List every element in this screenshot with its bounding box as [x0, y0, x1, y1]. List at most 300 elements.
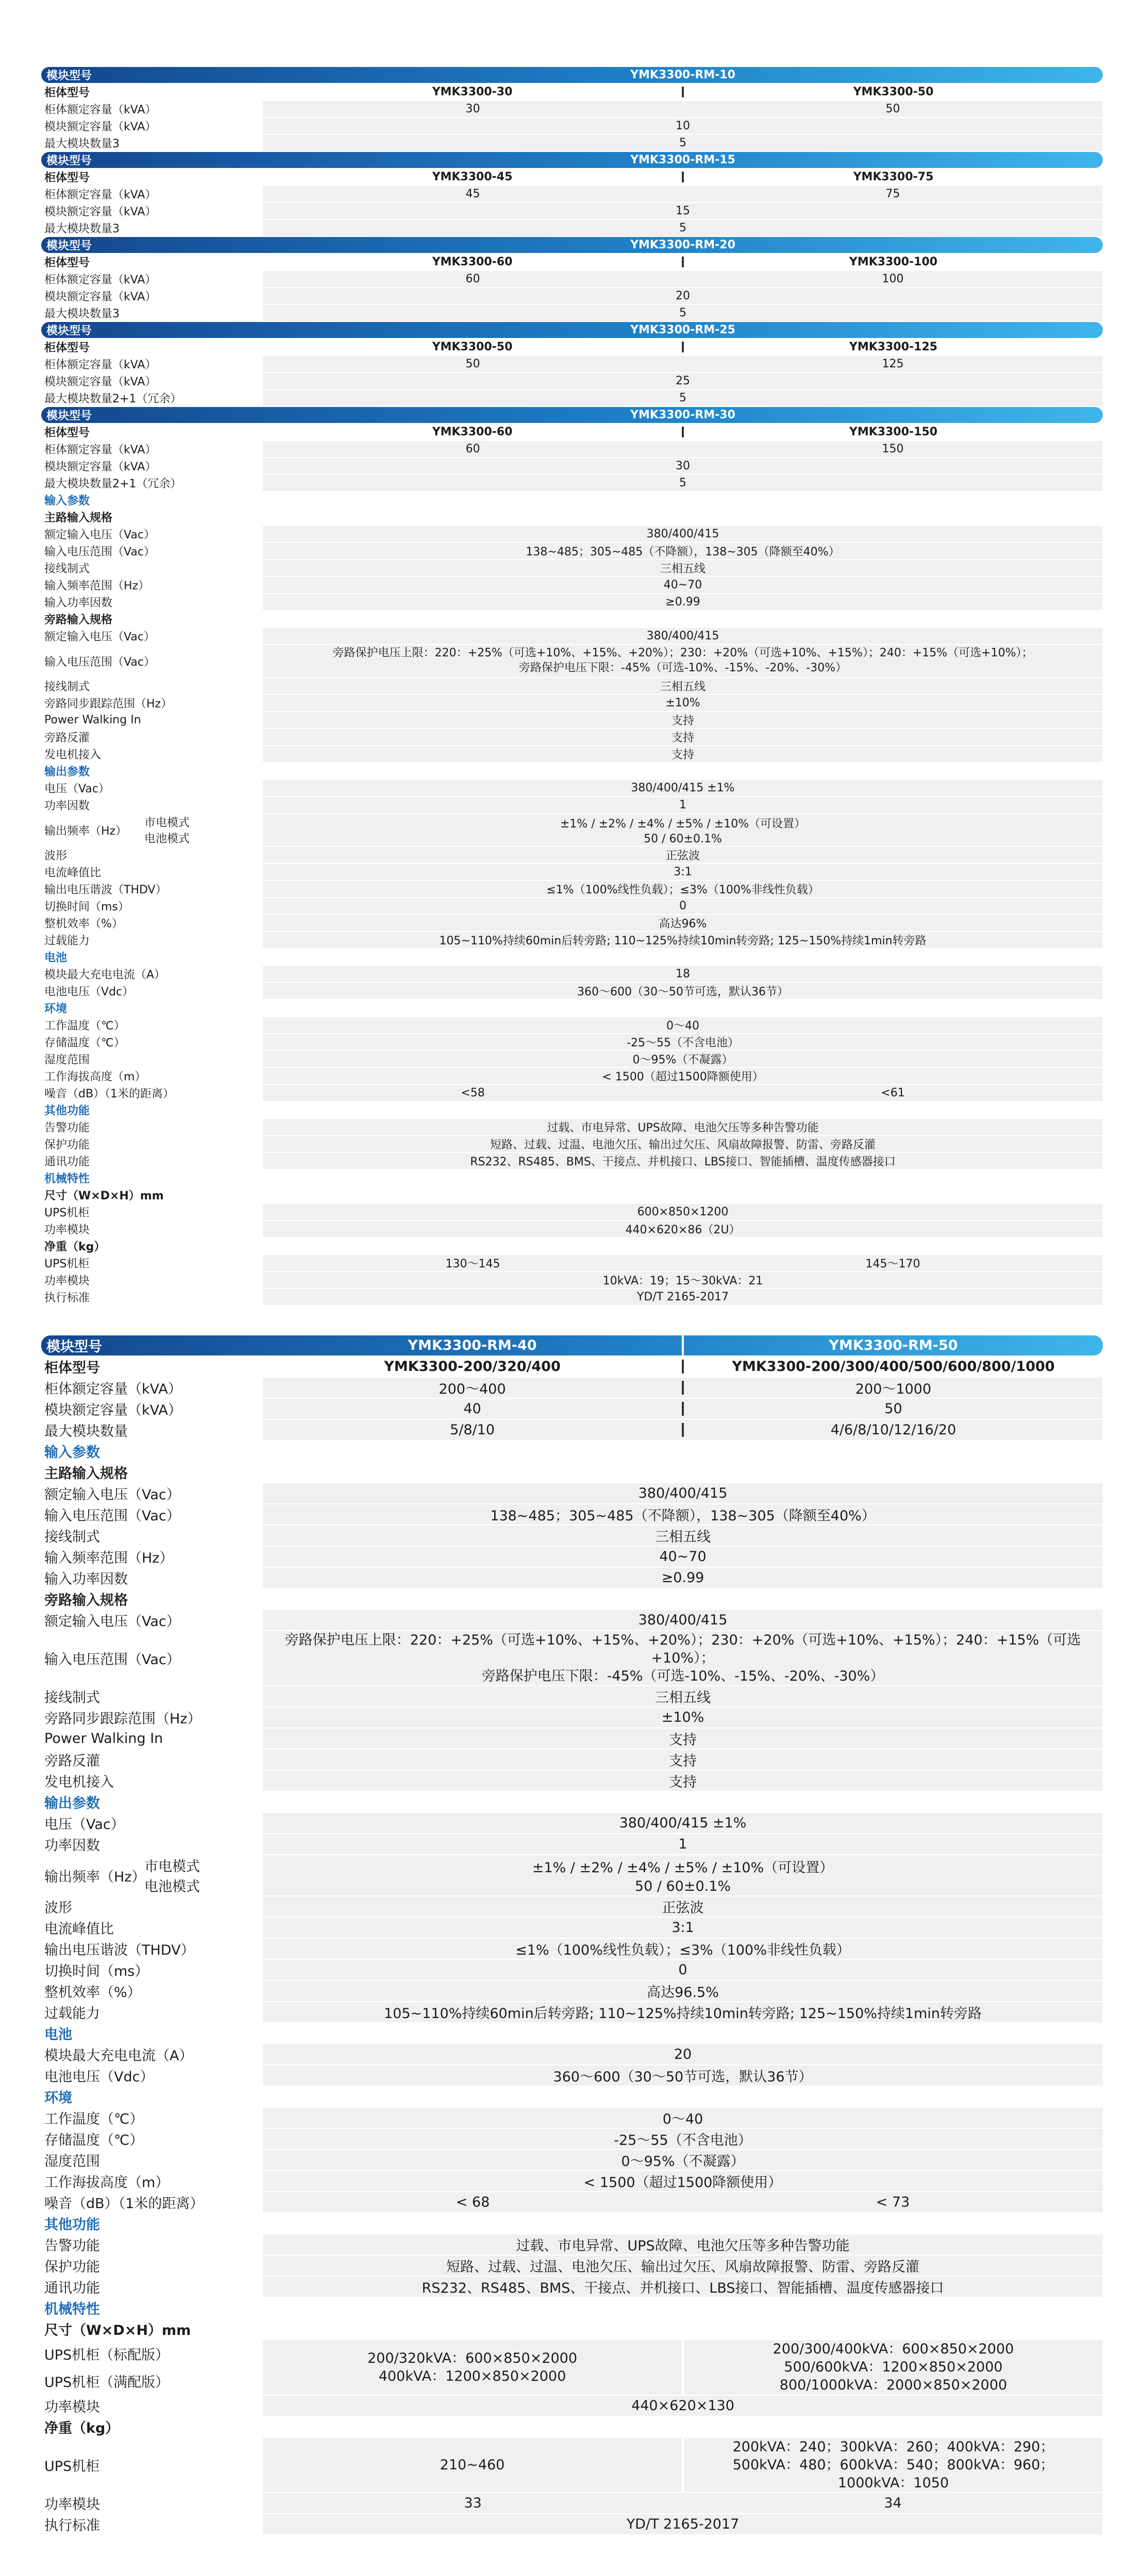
- value-cell: 1: [678, 1836, 687, 1853]
- subsection-bypass-input: [41, 1589, 1103, 1609]
- value-cell: 过载、市电异常、UPS故障、电池欠压等多种告警功能: [516, 2238, 850, 2255]
- row-label: 发电机接入: [44, 1774, 114, 1791]
- waveform-row: [41, 847, 1103, 863]
- row-values: [263, 898, 1103, 914]
- row-label: 柜体型号: [44, 427, 90, 439]
- row-label: 尺寸（W×D×H）mm: [44, 2323, 191, 2339]
- row-label: 主路输入规格: [44, 512, 113, 524]
- row-values: [263, 2150, 1103, 2170]
- value-cell: 360～600（30～50节可选，默认36节）: [553, 2069, 813, 2086]
- row-values: [263, 1981, 1103, 2001]
- bp-rated-voltage-row: [41, 1610, 1103, 1630]
- value-cell: 支持: [669, 1774, 697, 1791]
- row-label: 工作温度（℃）: [44, 1020, 125, 1032]
- row-values: [263, 203, 1103, 219]
- value-line-1: 旁路保护电压上限：220：+25%（可选+10%、+15%、+20%）；230：+20%（可选+10%、+15%）；240：+15%（可选+10%）；: [284, 1632, 1081, 1667]
- value-cell-right: 125: [882, 358, 904, 370]
- row-values: [263, 339, 1103, 355]
- mod-capacity-row: [41, 1399, 1103, 1419]
- row-label: 模块额定容量（kVA）: [44, 291, 157, 303]
- charge-current-row: [41, 966, 1103, 982]
- row-label: 旁路输入规格: [44, 1592, 128, 1608]
- row-values: [263, 1085, 1103, 1101]
- row-values: [263, 424, 1103, 440]
- model-right: YMK3300-50: [853, 86, 934, 98]
- row-label: 旁路反灌: [44, 1753, 100, 1770]
- row-label: 净重（kg）: [44, 2420, 120, 2436]
- row-values: [263, 135, 1103, 151]
- row-values: [263, 983, 1103, 999]
- store-temp-row: [41, 2129, 1103, 2149]
- value-cell: 380/400/415: [638, 1485, 728, 1501]
- value-cell: < 1500（超过1500降额使用）: [583, 2175, 782, 2191]
- wiring-row: [41, 560, 1103, 576]
- model-left: YMK3300-60: [432, 426, 513, 438]
- value-cell: 40~70: [663, 579, 702, 591]
- row-values: [263, 1918, 1103, 1938]
- row-label: 输入功率因数: [44, 1571, 128, 1587]
- out-voltage-row: [41, 780, 1103, 796]
- row-values: [263, 2396, 1103, 2416]
- frequency-mode-labels: [144, 814, 227, 846]
- subsection-weight: [41, 1238, 1103, 1254]
- value-cell: 30: [676, 460, 690, 472]
- row-label: 电流峰值比: [44, 867, 102, 879]
- row-label: 输出参数: [44, 1795, 100, 1812]
- module-size-row: [41, 2396, 1103, 2416]
- value-cell-right: <61: [881, 1087, 905, 1099]
- bp-rated-voltage-row: [41, 628, 1103, 644]
- row-label: 通讯功能: [44, 2280, 100, 2297]
- section-mechanical: [41, 2298, 1103, 2318]
- value-cell: 360～600（30～50节可选，默认36节）: [577, 986, 788, 998]
- row-values: [263, 2192, 1103, 2212]
- row-label: 保护功能: [44, 2259, 100, 2276]
- thdv-row: [41, 1939, 1103, 1959]
- spec-row: [41, 118, 1103, 134]
- walking-row: [41, 712, 1103, 728]
- row-label: 旁路同步跟踪范围（Hz）: [44, 1711, 201, 1727]
- value-cell: 支持: [671, 732, 694, 744]
- module-header-row: [41, 407, 1103, 423]
- pf-row: [41, 1568, 1103, 1588]
- voltage-range-row: [41, 1504, 1103, 1524]
- row-label: 额定输入电压（Vac）: [44, 1614, 180, 1630]
- cabinet-model-row: [41, 1357, 1103, 1377]
- value-cell: RS232、RS485、BMS、干接点、并机接口、LBS接口、智能插槽、温度传感器接口: [470, 1156, 896, 1168]
- row-values: [263, 1547, 1103, 1567]
- mode-label-battery: 电池模式: [144, 833, 190, 845]
- section-output: [41, 763, 1103, 779]
- model-right: YMK3300-75: [853, 171, 934, 183]
- cabinet-model-row: [41, 254, 1103, 270]
- alarm-row: [41, 1119, 1103, 1135]
- row-values: [263, 1750, 1103, 1770]
- row-values: [263, 1813, 1103, 1833]
- section-input: [41, 1441, 1103, 1461]
- section-other: [41, 2213, 1103, 2233]
- protection-row: [41, 2256, 1103, 2276]
- row-values: [263, 1272, 1103, 1288]
- model-right: YMK3300-100: [849, 256, 938, 268]
- spec-table-rm10-30: [41, 67, 1103, 1305]
- value-cell: 440×620×130: [631, 2397, 734, 2414]
- value-cell: 支持: [669, 1753, 697, 1770]
- row-values: [263, 2277, 1103, 2297]
- value-cell-right: 145～170: [865, 1258, 920, 1270]
- size-line: 200/300/400kVA：600×850×2000: [772, 2341, 1014, 2358]
- output-frequency-row: [41, 814, 1103, 846]
- row-values: [263, 1221, 1103, 1237]
- value-cell: 380/400/415: [646, 630, 719, 642]
- row-label: 模块额定容量（kVA）: [44, 206, 157, 218]
- module-weight-row: [41, 2493, 1103, 2513]
- efficiency-row: [41, 1981, 1103, 2001]
- value-line-1: 旁路保护电压上限：220：+25%（可选+10%、+15%、+20%）；230：+20%（可选+10%、+15%）；240：+15%（可选+10%）；: [332, 647, 1033, 660]
- row-values: [263, 441, 1103, 457]
- value-cell: ≤1%（100%线性负载）；≤3%（100%非线性负载）: [515, 1942, 850, 1959]
- noise-row: [41, 2192, 1103, 2212]
- row-values: [263, 847, 1103, 863]
- row-label: 柜体型号: [44, 342, 90, 354]
- row-values: [263, 84, 1103, 100]
- model-left: YMK3300-200/320/400: [384, 1359, 561, 1375]
- row-label: 模块额定容量（kVA）: [44, 376, 157, 388]
- section-output: [41, 1792, 1103, 1812]
- row-label: 模块型号: [46, 1339, 102, 1355]
- frequency-mode-labels: [144, 1855, 227, 1895]
- spec-table-rm40-50: [41, 1335, 1103, 2534]
- row-label: 额定输入电压（Vac）: [44, 1487, 180, 1503]
- backfeed-row: [41, 729, 1103, 745]
- ups-size-left: [263, 2349, 682, 2385]
- value-cell: 105~110%持续60min后转旁路; 110~125%持续10min转旁路; 125~150%持续1min转旁路: [383, 2006, 982, 2022]
- row-values: [263, 1526, 1103, 1546]
- row-label: 柜体额定容量（kVA）: [44, 359, 157, 371]
- value-cell: 440×620×86（2U）: [625, 1224, 741, 1236]
- size-line: 800/1000kVA：2000×850×2000: [779, 2377, 1007, 2394]
- value-cell: 380/400/415: [646, 528, 719, 540]
- row-label: 湿度范围: [44, 2154, 100, 2170]
- spec-row: [41, 220, 1103, 236]
- row-values: [263, 1568, 1103, 1588]
- row-label: 模块额定容量（kVA）: [44, 121, 157, 133]
- charge-current-row: [41, 2044, 1103, 2064]
- battery-voltage-row: [41, 983, 1103, 999]
- row-values: [263, 678, 1103, 694]
- pf-row: [41, 594, 1103, 610]
- row-label: 最大模块数量3: [44, 308, 120, 320]
- row-values: [263, 2256, 1103, 2276]
- value-cell: 三相五线: [655, 1690, 711, 1706]
- row-label: 功率因数: [44, 800, 90, 812]
- row-label: 模块型号: [46, 325, 92, 337]
- row-label: 输出参数: [44, 766, 90, 778]
- row-values: [263, 2438, 1103, 2492]
- row-label: 告警功能: [44, 2238, 100, 2255]
- weight-line: 500kVA：480；600kVA：540；800kVA：960；: [732, 2456, 1054, 2473]
- row-values: [263, 2514, 1103, 2534]
- value-cell: 支持: [671, 749, 694, 761]
- row-values: [263, 1399, 1103, 1419]
- row-values: [263, 458, 1103, 474]
- value-cell-left: 130～145: [445, 1258, 500, 1270]
- row-label: 过载能力: [44, 935, 90, 947]
- row-label: 主路输入规格: [44, 1466, 128, 1482]
- row-values: [263, 1335, 1103, 1355]
- switch-time-row: [41, 1960, 1103, 1980]
- module-header-row: [41, 67, 1103, 83]
- model-right: YMK3300-200/300/400/500/600/800/1000: [732, 1359, 1055, 1375]
- row-values: [263, 1153, 1103, 1169]
- value-cell: -25～55（不含电池）: [614, 2132, 752, 2149]
- row-label: 最大模块数量2+1（冗余）: [44, 478, 182, 490]
- value-cell-left: 33: [464, 2495, 482, 2511]
- spec-row: [41, 135, 1103, 151]
- value-cell-left: 200～400: [439, 1381, 506, 1397]
- value-cell: 0～95%（不凝露）: [621, 2154, 745, 2170]
- spec-row: [41, 288, 1103, 304]
- row-label: 柜体额定容量（kVA）: [44, 274, 157, 286]
- value-cell: YD/T 2165-2017: [626, 2516, 740, 2532]
- row-values: [263, 152, 1103, 168]
- value-cell: 0～40: [662, 2111, 703, 2128]
- module-series-title-right: YMK3300-RM-50: [829, 1337, 958, 1353]
- model-left: YMK3300-30: [432, 86, 513, 98]
- bp-voltage-range-row: [41, 1631, 1103, 1685]
- row-values: [263, 797, 1103, 813]
- protection-row: [41, 1136, 1103, 1152]
- row-label: 电流峰值比: [44, 1921, 114, 1938]
- value-cell-right: 50: [884, 1401, 902, 1417]
- value-cell: 高达96%: [659, 918, 707, 930]
- spec-row: [41, 475, 1103, 491]
- value-cell: 3:1: [674, 866, 692, 878]
- value-battery: 50 / 60±0.1%: [634, 1878, 731, 1895]
- row-label: 接线制式: [44, 563, 90, 575]
- module-size-row: [41, 1221, 1103, 1237]
- module-weight-row: [41, 1272, 1103, 1288]
- row-label: 告警功能: [44, 1122, 90, 1134]
- row-label: 模块最大充电电流（A）: [44, 2048, 193, 2064]
- cabinet-model-row: [41, 169, 1103, 185]
- row-values: [263, 1483, 1103, 1503]
- row-values: [263, 2065, 1103, 2086]
- thdv-row: [41, 881, 1103, 897]
- row-label: 柜体型号: [44, 172, 90, 184]
- section-environment: [41, 1000, 1103, 1016]
- row-label: 模块型号: [46, 240, 92, 252]
- subsection-weight: [41, 2417, 1103, 2437]
- value-cell: 1: [679, 799, 686, 811]
- value-cell: 40~70: [659, 1549, 707, 1565]
- waveform-row: [41, 1896, 1103, 1917]
- row-values: [263, 1204, 1103, 1220]
- row-label: 功率因数: [44, 1838, 100, 1854]
- row-label: 执行标准: [44, 1292, 90, 1304]
- out-pf-row: [41, 797, 1103, 813]
- row-label: 柜体型号: [44, 1360, 100, 1376]
- row-label: 模块额定容量（kVA）: [44, 1402, 182, 1418]
- ups-size-labels: [41, 2340, 222, 2394]
- value-cell-left: <58: [461, 1087, 485, 1099]
- value-cell-left: 45: [465, 188, 480, 200]
- value-cell-left: 60: [465, 273, 480, 285]
- row-label: Power Walking In: [44, 714, 141, 726]
- subsection-main-input: [41, 509, 1103, 525]
- value-cell: 10: [676, 120, 690, 132]
- value-cell: 三相五线: [660, 681, 706, 693]
- weight-line: 200kVA：240；300kVA：260；400kVA：290；: [732, 2438, 1054, 2455]
- weight-right: [684, 2438, 1103, 2492]
- row-label: 输入电压范围（Vac）: [44, 1508, 180, 1524]
- row-label: 输入参数: [44, 1445, 100, 1461]
- row-values: [263, 288, 1103, 304]
- cabinet-model-row: [41, 339, 1103, 355]
- row-label: 净重（kg）: [44, 1241, 106, 1253]
- row-label: 最大模块数量3: [44, 138, 120, 150]
- row-values: [263, 1255, 1103, 1271]
- section-battery: [41, 949, 1103, 965]
- ups-cabinet-size-row: [41, 2340, 1103, 2394]
- row-values: [263, 628, 1103, 644]
- value-cell-right: 4/6/8/10/12/16/20: [830, 1422, 956, 1438]
- row-label: 输入电压范围（Vac）: [44, 655, 155, 669]
- section-input: [41, 492, 1103, 508]
- row-values: [263, 2002, 1103, 2022]
- row-values: [263, 1939, 1103, 1959]
- value-cell: 18: [676, 968, 690, 980]
- value-cell: 3:1: [671, 1920, 694, 1936]
- size-line: 500/600kVA：1200×850×2000: [784, 2359, 1003, 2376]
- row-label: 存储温度（℃）: [44, 1037, 125, 1049]
- row-values: [263, 1119, 1103, 1135]
- row-values: [263, 881, 1103, 897]
- row-label: 其他功能: [44, 2217, 100, 2233]
- ups-cabinet-size-row: [41, 1204, 1103, 1220]
- value-cell-right: 100: [882, 273, 904, 285]
- bp-sync-row: [41, 1707, 1103, 1727]
- row-label: 工作海拔高度（m）: [44, 1071, 146, 1083]
- mode-label-mains: 市电模式: [144, 1859, 200, 1875]
- model-right: YMK3300-125: [849, 341, 938, 353]
- row-values: [263, 780, 1103, 796]
- weight-line: 1000kVA：1050: [837, 2475, 949, 2491]
- row-values: [263, 2493, 1103, 2513]
- row-label: 输出电压谐波（THDV）: [44, 884, 167, 896]
- size-line: 200/320kVA：600×850×2000: [367, 2350, 578, 2366]
- module-series-title-left: YMK3300-RM-40: [408, 1337, 537, 1353]
- row-label: 输入频率范围（Hz）: [44, 580, 150, 592]
- work-temp-row: [41, 1017, 1103, 1033]
- value-cell: -25～55（不含电池）: [627, 1037, 739, 1049]
- spec-row: [41, 390, 1103, 406]
- model-right: YMK3300-150: [849, 426, 938, 438]
- row-values: [263, 915, 1103, 931]
- value-cell: YD/T 2165-2017: [636, 1291, 729, 1303]
- row-label: 最大模块数量2+1（冗余）: [44, 393, 182, 405]
- value-cell: 三相五线: [660, 563, 706, 575]
- row-label: 环境: [44, 1003, 68, 1015]
- humidity-row: [41, 2150, 1103, 2170]
- value-cell: ≤1%（100%线性负载）；≤3%（100%非线性负载）: [546, 884, 819, 896]
- row-values: [263, 373, 1103, 389]
- weight-left: 210~460: [440, 2456, 505, 2473]
- row-values: [263, 2129, 1103, 2149]
- value-cell: ±10%: [661, 1709, 704, 1726]
- row-label: 工作海拔高度（m）: [44, 2175, 170, 2191]
- row-label: 输入电压范围（Vac）: [44, 546, 155, 558]
- row-values: [263, 2044, 1103, 2064]
- bp-sync-row: [41, 695, 1103, 711]
- row-label: 其他功能: [44, 1105, 90, 1117]
- row-label: 环境: [44, 2090, 72, 2107]
- section-environment: [41, 2087, 1103, 2107]
- value-cell: 20: [674, 2046, 692, 2063]
- row-values: [263, 1728, 1103, 1749]
- row-label: 输出频率（Hz）: [44, 824, 127, 838]
- value-cell: 0: [679, 900, 686, 912]
- value-cell: 20: [676, 290, 690, 302]
- value-cell: 高达96.5%: [647, 1985, 719, 2001]
- row-label: 电池: [44, 952, 68, 964]
- cabinet-model-row: [41, 84, 1103, 100]
- row-label: 柜体额定容量（kVA）: [44, 444, 157, 456]
- value-cell: 0: [678, 1962, 687, 1978]
- voltage-range-row: [41, 543, 1103, 559]
- switch-time-row: [41, 898, 1103, 914]
- row-label: 输出频率（Hz）: [44, 1869, 146, 1885]
- value-cell-left: 5/8/10: [450, 1422, 495, 1438]
- generator-row: [41, 1771, 1103, 1791]
- row-values: [263, 186, 1103, 202]
- subsection-size: [41, 2319, 1103, 2339]
- value-cell-left: 50: [465, 358, 480, 370]
- row-label: 模块额定容量（kVA）: [44, 461, 157, 473]
- row-label: 功率模块: [44, 1224, 90, 1236]
- row-label: 柜体额定容量（kVA）: [44, 104, 157, 116]
- value-cell-right: 50: [885, 103, 900, 115]
- row-label: 湿度范围: [44, 1054, 90, 1066]
- row-label: 旁路输入规格: [44, 614, 113, 626]
- row-values: [263, 645, 1103, 677]
- row-label: 整机效率（%）: [44, 1985, 141, 2001]
- value-cell: < 1500（超过1500降额使用）: [602, 1071, 764, 1083]
- value-cell: 三相五线: [655, 1529, 711, 1545]
- row-label: 输入频率范围（Hz）: [44, 1550, 174, 1566]
- overload-row: [41, 932, 1103, 948]
- value-cell: 380/400/415 ±1%: [619, 1815, 747, 1832]
- value-cell-left: < 68: [456, 2194, 490, 2211]
- row-label: 柜体额定容量（kVA）: [44, 1381, 182, 1397]
- row-label: 电池电压（Vdc）: [44, 2069, 154, 2086]
- value-cell-right: 34: [884, 2495, 902, 2511]
- spec-row: [41, 441, 1103, 457]
- store-temp-row: [41, 1034, 1103, 1050]
- size-line: 400kVA：1200×850×2000: [378, 2368, 566, 2384]
- row-values: [263, 118, 1103, 134]
- freq-range-row: [41, 577, 1103, 593]
- ups-size-right: [684, 2340, 1103, 2394]
- row-values: [263, 1034, 1103, 1050]
- row-values: [263, 526, 1103, 542]
- row-values: [263, 1610, 1103, 1630]
- value-cell-right: 75: [885, 188, 900, 200]
- value-cell: ±10%: [665, 697, 700, 709]
- work-temp-row: [41, 2108, 1103, 2128]
- freq-range-row: [41, 1547, 1103, 1567]
- module-series-title: YMK3300-RM-20: [630, 239, 735, 251]
